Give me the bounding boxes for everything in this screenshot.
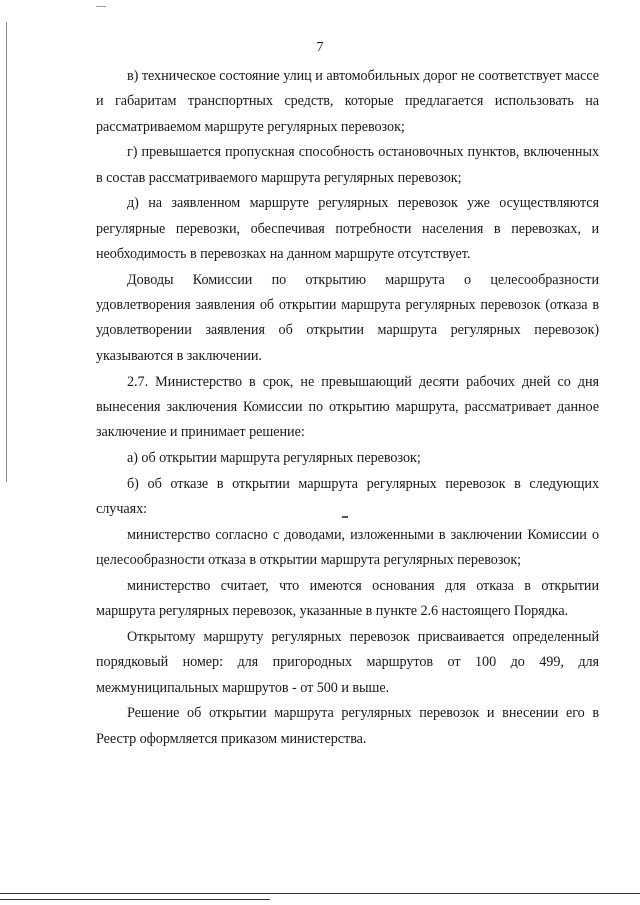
scan-bottom-line-short xyxy=(0,899,270,900)
paragraph-commission-arguments: Доводы Комиссии по открытию маршрута о целесообразности удовлетворения заявления об открытии маршрута регулярных перевозок (отказа в удовлетворении заявления об открытии маршрута регулярных перевозок) указываются в заключении. xyxy=(96,271,599,364)
paragraph-ministry-agrees: министерство согласно с доводами, изложенными в заключении Комиссии о целесообразности отказа в открытии маршрута регулярных перевозок; xyxy=(96,526,599,569)
paragraph-d: д) на заявленном маршруте регулярных перевозок уже осуществляются регулярные перевозки, обеспечивая потребности населения в перевозках, и необходимость в перевозках на данном маршруте отсутствует. xyxy=(96,195,599,263)
paragraph-decision: Решение об открытии маршрута регулярных перевозок и внесении его в Реестр оформляется приказом министерства. xyxy=(96,705,599,747)
scan-mark xyxy=(96,6,106,7)
page-number: 7 xyxy=(316,40,324,55)
paragraph-b: б) об отказе в открытии маршрута регулярных перевозок в следующих случаях: xyxy=(96,475,599,518)
paragraph-g: г) превышается пропускная способность остановочных пунктов, включенных в состав рассматриваемого маршрута регулярных перевозок; xyxy=(96,144,599,186)
paragraph-a: а) об открытии маршрута регулярных перевозок; xyxy=(127,449,421,466)
document-body xyxy=(96,64,599,753)
paragraph-route-number: Открытому маршруту регулярных перевозок присваивается определенный порядковый номер: для пригородных маршрутов от 100 до 499, для межмуниципальных маршрутов - от 500 и выше. xyxy=(96,629,599,696)
scan-speck xyxy=(342,516,348,518)
paragraph-v: в) техническое состояние улиц и автомобильных дорог не соответствует массе и габаритам транспортных средств, которые предлагается использовать на рассматриваемом маршруте регулярных перевозок; xyxy=(96,68,599,135)
scan-left-edge-line xyxy=(6,22,7,482)
paragraph-2-7: 2.7. Министерство в срок, не превышающий десяти рабочих дней со дня вынесения заключения Комиссии по открытию маршрута, рассматривает данное заключение и принимает решение: xyxy=(96,373,599,441)
scan-bottom-line xyxy=(0,893,640,894)
paragraph-ministry-considers: министерство считает, что имеются основания для отказа в открытии маршрута регулярных перевозок, указанные в пункте 2.6 настоящего Порядка. xyxy=(96,577,599,620)
